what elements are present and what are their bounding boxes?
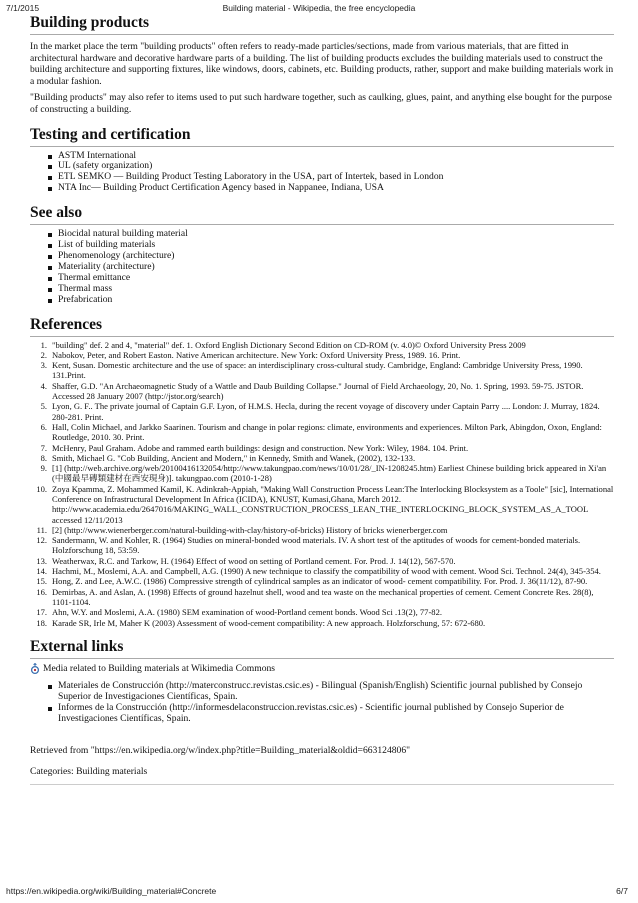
list-item[interactable]: Thermal emittance	[48, 273, 614, 284]
reference-text: Ahn, W.Y. and Moslemi, A.A. (1980) SEM examination of wood-Portland cement bonds. Wood Sci .13(2), 77-82.	[52, 607, 442, 618]
reference-item	[30, 443, 614, 453]
reference-number: 14.	[36, 566, 47, 577]
list-item[interactable]: Materiality (architecture)	[48, 262, 614, 273]
reference-item	[30, 607, 614, 617]
reference-item	[30, 381, 614, 402]
reference-number: 18.	[36, 617, 47, 628]
paragraph: In the market place the term "building products" often refers to ready-made particles/sections, made from various materials, that are fitted in architectural hardware and decorative hardware parts of a building. The list of building products excludes the building materials used to construct the building architecture and supporting fixtures, like windows, doors, cabinets, etc. Building products, rather, support and make building materials work in a modular fashion.	[30, 41, 614, 87]
see-also-list	[30, 229, 614, 305]
reference-number: 12.	[36, 535, 47, 546]
reference-item	[30, 340, 614, 350]
references-list	[30, 340, 614, 628]
section-testing-certification	[30, 126, 614, 195]
list-item[interactable]: NTA Inc— Building Product Certification Agency based in Nappanee, Indiana, USA	[48, 183, 614, 194]
categories[interactable]: Categories: Building materials	[30, 766, 148, 778]
section-heading: References	[30, 316, 614, 337]
reference-item	[30, 576, 614, 586]
reference-text: Hall, Colin Michael, and Jarkko Saarinen. Tourism and change in polar regions: climate, environments and experiences. Milton Park, Abingdon, Oxon, England: Routledge, 2010. 30. Print.	[52, 421, 602, 443]
reference-text: [2] (http://www.wienerberger.com/natural-building-with-clay/history-of-bricks) History of bricks wienerberger.com	[52, 524, 448, 535]
reference-number: 7.	[40, 442, 47, 453]
reference-item	[30, 484, 614, 525]
reference-text: McHenry, Paul Graham. Adobe and rammed earth buildings: design and construction. New York: Wiley, 1984. 104. Print.	[52, 442, 469, 453]
commons-media-line[interactable]	[30, 663, 614, 675]
reference-number: 16.	[36, 586, 47, 597]
section-heading: Testing and certification	[30, 126, 614, 147]
list-item[interactable]: Prefabrication	[48, 295, 614, 306]
reference-text: Weatherwax, R.C. and Tarkow, H. (1964) Effect of wood on setting of Portland cement. For. Prod. J. 14(12), 567-570.	[52, 555, 456, 566]
list-item[interactable]: Materiales de Construcción (http://materconstrucc.revistas.csic.es) - Bilingual (Spanish/English) Scientific journal published by Consejo Superior de Investigaciones Científicas, Spain.	[48, 681, 614, 703]
reference-number: 8.	[40, 452, 47, 463]
section-references	[30, 316, 614, 628]
retrieved-from: Retrieved from "https://en.wikipedia.org/w/index.php?title=Building_material&oldid=663124806"	[30, 745, 411, 757]
reference-text: Hong, Z. and Lee, A.W.C. (1986) Compressive strength of cylindrical samples as an indicator of wood- cement compatibility. For. Prod. J. 36(11/12), 87-90.	[52, 576, 588, 587]
section-external-links	[30, 638, 614, 725]
list-item[interactable]: Phenomenology (architecture)	[48, 251, 614, 262]
section-building-products	[30, 14, 614, 116]
reference-text: Lyon, G. F.. The private journal of Captain G.F. Lyon, of H.M.S. Hecla, during the recent voyage of discovery under Captain Parry .... London: J. Murray, 1824. 280-281. Print.	[52, 401, 600, 422]
reference-item	[30, 360, 614, 381]
external-links-list	[30, 681, 614, 725]
reference-item	[30, 566, 614, 576]
reference-text: Smith, Michael G. "Cob Building, Ancient and Modern," in Kennedy, Smith and Wanek, (2002), 132-133.	[52, 452, 416, 463]
list-item[interactable]: Informes de la Construcción (http://informesdelaconstruccion.revistas.csic.es) - Scientific journal published by Consejo Superior de Investigaciones Científicas, Spain.	[48, 703, 614, 725]
reference-number: 10.	[36, 483, 47, 494]
testing-list	[30, 151, 614, 195]
reference-number: 5.	[40, 401, 47, 412]
reference-text: Sandermann, W. and Kohler, R. (1964) Studies on mineral-bonded wood materials. IV. A short test of the aptitudes of woods for cement-bonded materials. Holzforschung 18, 53:59.	[52, 535, 581, 556]
reference-number: 6.	[40, 421, 47, 432]
list-item[interactable]: Thermal mass	[48, 284, 614, 295]
commons-media-text: Media related to Building materials at Wikimedia Commons	[43, 662, 276, 674]
reference-text: "building" def. 2 and 4, "material" def. 1. Oxford English Dictionary Second Edition on CD-ROM (v. 4.0)© Oxford University Press 2009	[52, 339, 526, 350]
reference-item	[30, 587, 614, 608]
section-see-also	[30, 204, 614, 305]
reference-number: 13.	[36, 555, 47, 566]
list-item[interactable]: List of building materials	[48, 240, 614, 251]
print-page-number: 6/7	[616, 886, 628, 896]
list-item[interactable]: Biocidal natural building material	[48, 229, 614, 240]
wikimedia-commons-icon	[30, 663, 40, 675]
reference-text: Karade SR, Irle M, Maher K (2003) Assessment of wood-cement compatibility: A new approach. Holzforschung, 57: 672-680.	[52, 617, 486, 628]
print-date: 7/1/2015	[6, 3, 40, 13]
reference-item	[30, 422, 614, 443]
reference-item	[30, 535, 614, 556]
reference-item	[30, 525, 614, 535]
reference-text: Nabokov, Peter, and Robert Easton. Native American architecture. New York: Oxford University Press, 1989. 16. Print.	[52, 349, 461, 360]
reference-item	[30, 350, 614, 360]
reference-text: Demirbas, A. and Aslan, A. (1998) Effects of ground hazelnut shell, wood and tea waste on the mechanical properties of cement. Cement Concrete Res. 28(8), 1101-1104.	[52, 586, 594, 607]
reference-number: 1.	[40, 339, 47, 350]
reference-item	[30, 401, 614, 422]
list-item[interactable]: ASTM International	[48, 151, 614, 162]
reference-item	[30, 618, 614, 628]
paragraph: "Building products" may also refer to items used to put such hardware together, such as caulking, glues, paint, and anything else bought for the purpose of constructing a building.	[30, 92, 612, 115]
reference-number: 4.	[40, 380, 47, 391]
reference-text: Zoya Kpamma, Z. Mohammed Kamil, K. Adinkrah-Appiah, "Making Wall Construction Process Lean:The Interlocking Blocksystem as a Toole" [sic], International Conference on Infrastructural Development In Africa (ICIDA), KNUST, Kumasi,Ghana, March 2012. http://www.academia.edu/2647016/MAKING_WALL_CONSTRUCTION_PROCESS_LEAN_THE_INTERLOCKING_BLOCK_SYSTEM_AS_A_TOOL accessed 12/11/2013	[52, 483, 614, 525]
print-page-title: Building material - Wikipedia, the free encyclopedia	[222, 3, 416, 13]
reference-item	[30, 463, 614, 484]
reference-text: [1] (http://web.archive.org/web/20100416132054/http://www.takungpao.com/news/10/01/28/_IN-1208245.htm) Earliest Chinese building brick appeared in Xi'an (中國最早磚類建材在西安現身)]. takungpao.com (2010-1-28)	[52, 463, 607, 484]
section-heading: External links	[30, 638, 614, 659]
reference-number: 3.	[40, 360, 47, 371]
section-heading: Building products	[30, 14, 614, 35]
reference-text: Hachmi, M., Moslemi, A.A. and Campbell, A.G. (1990) A new technique to classify the compatibility of wood with cement. Wood Sci. Technol. 24(4), 345-354.	[52, 566, 601, 577]
divider	[30, 784, 614, 785]
reference-item	[30, 556, 614, 566]
reference-number: 15.	[36, 576, 47, 587]
reference-text: Shaffer, G.D. "An Archaeomagnetic Study of a Wattle and Daub Building Collapse." Journal of Field Archaeology, 20, No. 1. Spring, 1993. 59-75. JSTOR. Accessed 28 January 2007 (http://jstor.org/search)	[52, 380, 584, 402]
reference-number: 11.	[36, 524, 47, 535]
list-item[interactable]: UL (safety organization)	[48, 161, 614, 172]
list-item[interactable]: ETL SEMKO — Building Product Testing Laboratory in the USA, part of Intertek, based in London	[48, 172, 614, 183]
article-content	[30, 14, 614, 785]
reference-text: Kent, Susan. Domestic architecture and the use of space: an interdisciplinary cross-cultural study. Cambridge, England: Cambridge University Press, 1990. 131.Print.	[52, 360, 583, 381]
reference-number: 2.	[40, 349, 47, 360]
reference-number: 17.	[36, 607, 47, 618]
reference-item	[30, 453, 614, 463]
section-heading: See also	[30, 204, 614, 225]
reference-number: 9.	[40, 463, 47, 474]
print-url: https://en.wikipedia.org/wiki/Building_material#Concrete	[6, 886, 217, 896]
print-footer	[0, 883, 638, 899]
